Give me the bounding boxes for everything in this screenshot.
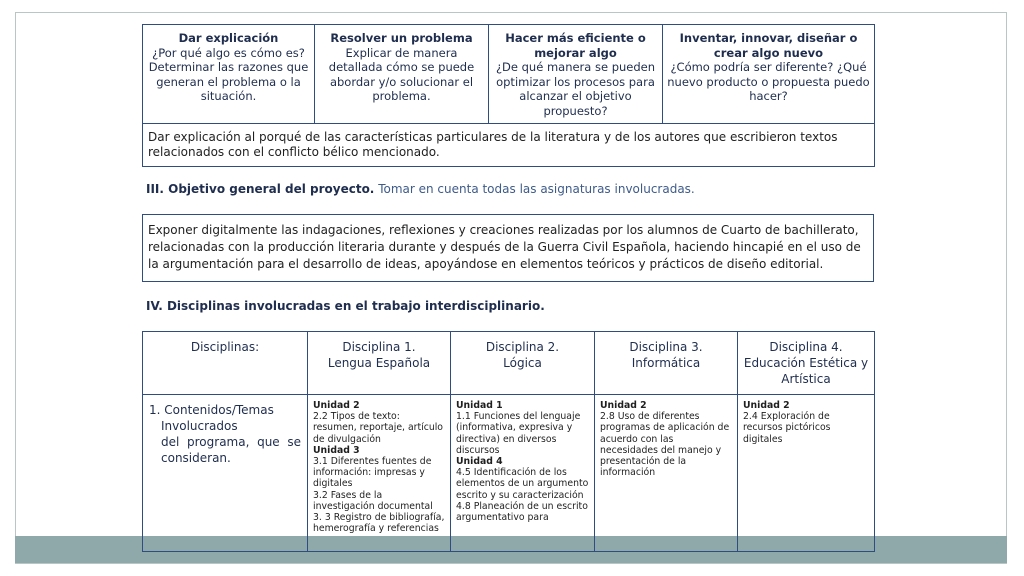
purpose-body: ¿Cómo podría ser diferente? ¿Qué nuevo producto o propuesta puedo hacer?	[667, 60, 870, 103]
topic-item: 2.8 Uso de diferentes programas de aplicación de acuerdo con las necesidades del manejo y presentación de la información	[600, 411, 730, 479]
section3-note: Tomar en cuenta todas las asignaturas involucradas.	[374, 182, 695, 196]
discipline-number: Disciplina 3.	[629, 340, 703, 354]
unit-label: Unidad 2	[600, 400, 647, 411]
purpose-body: ¿De qué manera se pueden optimizar los procesos para alcanzar el objetivo propuesto?	[495, 60, 656, 118]
purpose-header-improve	[489, 25, 663, 124]
objective-box	[142, 214, 874, 282]
topic-item: 3.1 Diferentes fuentes de información: impresas y digitales	[313, 456, 432, 490]
section4-title: IV. Disciplinas involucradas en el trabajo interdisciplinario.	[146, 299, 545, 313]
topic-item: 2.2 Tipos de texto: resumen, reportaje, artículo de divulgación	[313, 411, 443, 445]
discipline-number: Disciplina 1.	[342, 340, 416, 354]
discipline-name: Lógica	[503, 356, 542, 370]
topic-item: 3. 3 Registro de bibliografía, hemerografía y referencias	[313, 512, 445, 535]
contents-label-line: 1. Contenidos/Temas	[149, 403, 274, 417]
discipline-name: Lengua Española	[327, 356, 431, 370]
disciplines-label: Disciplinas:	[190, 340, 260, 354]
purpose-body: ¿Por qué algo es cómo es? Determinar las razones que generan el problema o la situación.	[148, 45, 309, 103]
unit-label: Unidad 2	[313, 400, 360, 411]
purpose-body: Explicar de manera detallada cómo se puede abordar y/o solucionar el problema.	[328, 45, 475, 103]
discipline-name: Informática	[631, 356, 701, 370]
section4-heading	[146, 299, 545, 313]
purpose-title: Hacer más eficiente o mejorar algo	[505, 31, 646, 60]
contents-cell-3	[595, 395, 738, 552]
section3-heading	[146, 182, 695, 196]
discipline-header-2	[451, 332, 595, 395]
discipline-header-4	[738, 332, 875, 395]
contents-label-line: Involucrados	[161, 419, 238, 433]
purpose-table	[142, 24, 875, 167]
purpose-title: Resolver un problema	[330, 31, 473, 45]
contents-label-line: del programa, que se consideran.	[161, 435, 301, 465]
contents-cell-2	[451, 395, 595, 552]
contents-row-label	[143, 395, 308, 552]
purpose-title: Inventar, innovar, diseñar o crear algo nuevo	[679, 31, 858, 60]
purpose-header-invent	[663, 25, 875, 124]
objective-text: Exponer digitalmente las indagaciones, reflexiones y creaciones realizadas por los alumnos de Cuarto de bachillerato, relacionadas con la producción literaria durante y después de la Guerra Civil Española, haciendo hincapié en el uso de la argumentación para el desarrollo de ideas, apoyándose en elementos teóricos y prácticos de diseño editorial.	[148, 223, 861, 271]
contents-cell-4	[738, 395, 875, 552]
discipline-number: Disciplina 4.	[769, 340, 843, 354]
discipline-number: Disciplina 2.	[485, 340, 560, 354]
section3-title: III. Objetivo general del proyecto.	[146, 182, 375, 196]
unit-label: Unidad 4	[456, 456, 503, 468]
topic-item: 3.2 Fases de la investigación documental	[313, 489, 433, 512]
purpose-answer: Dar explicación al porqué de las características particulares de la literatura y de los autores que escribieron textos relacionados con el conflicto bélico mencionado.	[143, 124, 875, 167]
discipline-name: Educación Estética y Artística	[743, 356, 869, 386]
topic-item: 1.1 Funciones del lenguaje (informativa, expresiva y directiva) en diversos discursos	[456, 411, 581, 456]
topic-item: 4.8 Planeación de un escrito argumentativo para	[456, 500, 588, 524]
purpose-title: Dar explicación	[178, 31, 279, 45]
unit-label: Unidad 2	[743, 400, 790, 411]
discipline-header-1	[308, 332, 451, 395]
purpose-header-solve	[315, 25, 489, 124]
disciplines-table	[142, 331, 875, 552]
topic-item: 2.4 Exploración de recursos pictóricos digitales	[743, 411, 831, 445]
discipline-header-3	[595, 332, 738, 395]
contents-cell-1	[308, 395, 451, 552]
unit-label: Unidad 1	[456, 400, 503, 411]
purpose-header-explain	[143, 25, 315, 124]
unit-label: Unidad 3	[313, 444, 360, 456]
topic-item: 4.5 Identificación de los elementos de un argumento escrito y su caracterización	[456, 467, 589, 501]
disciplines-label-cell	[143, 332, 308, 395]
